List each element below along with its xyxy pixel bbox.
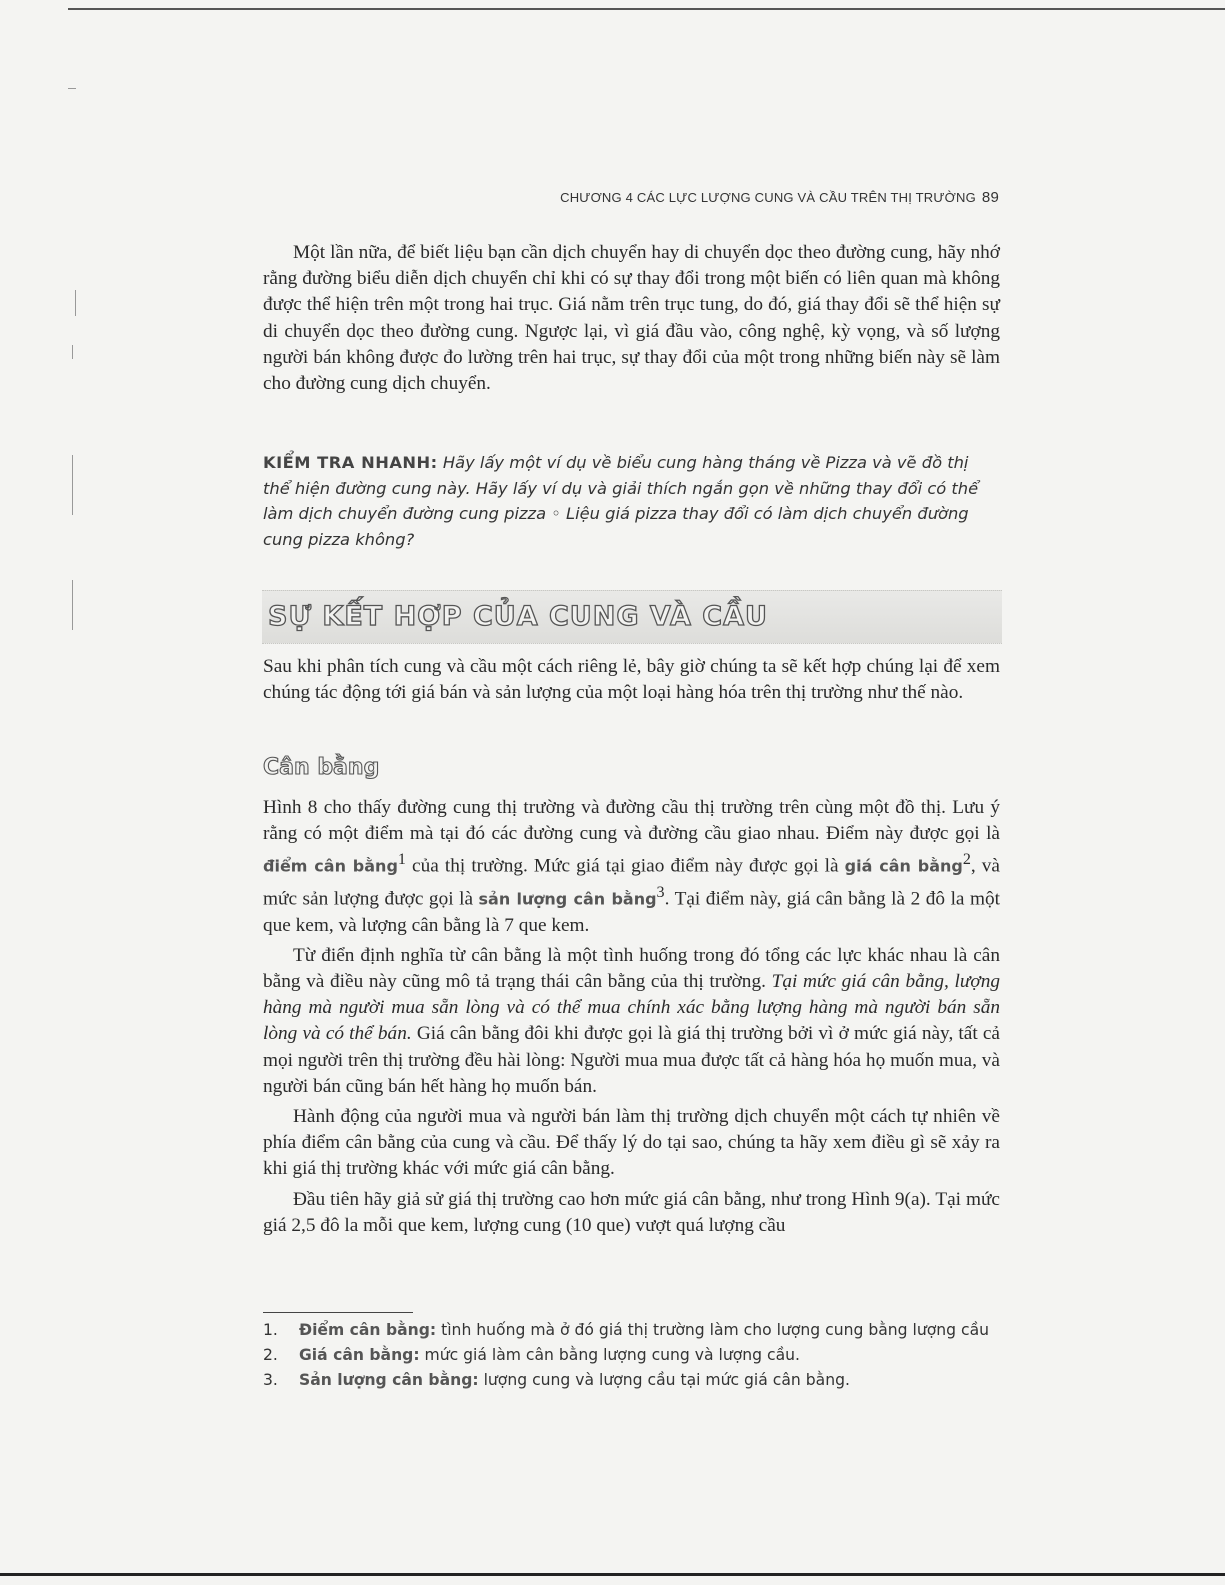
footnote-ref-2: 2: [962, 851, 971, 869]
top-rule: [68, 8, 1225, 10]
margin-mark: [72, 455, 73, 515]
running-header: [560, 189, 999, 206]
section-banner: [262, 590, 1002, 644]
footnote-body: [299, 1343, 800, 1368]
section-intro-block: [263, 654, 1000, 706]
footnote: [263, 1343, 1003, 1368]
footnote-number: 1.: [263, 1321, 278, 1339]
margin-mark: [72, 345, 73, 359]
section-intro: Sau khi phân tích cung và cầu một cách riêng lẻ, bây giờ chúng ta sẽ kết hợp chúng lại để xem chúng tác động tới giá bán và sản lượng của một loại hàng hóa trên thị trường như thế nào.: [263, 656, 1000, 704]
term-equilibrium-quantity: sản lượng cân bằng: [478, 889, 657, 909]
paragraph-equilibrium-definition: [263, 795, 1000, 939]
paragraph-dictionary: [263, 943, 1000, 1100]
footnotes: [263, 1318, 1003, 1393]
footnote-rule: [263, 1312, 413, 1313]
text-run: . Tại điểm này, giá cân bằng là 2 đô la một que kem, và lượng cân bằng là 7 que kem.: [263, 888, 1001, 936]
text-run: của thị trường. Mức giá tại giao điểm này được gọi là: [405, 855, 845, 877]
intro-paragraph: Một lần nữa, để biết liệu bạn cần dịch chuyển hay di chuyển dọc theo đường cung, hãy nhớ rằng đường biểu diễn dịch chuyển chỉ khi có sự thay đổi trong một biến có liên quan mà không được thể hiện trên một trong hai trục. Giá nằm trên trục tung, do đó, giá thay đổi sẽ thể hiện sự di chuyển dọc theo đường cung. Ngược lại, vì giá đầu vào, công nghệ, kỳ vọng, và số lượng người bán không được đo lường trên hai trục, sự thay đổi của một trong những biến này sẽ làm cho đường cung dịch chuyển.: [263, 242, 1000, 395]
text-run: Giá cân bằng đôi khi được gọi là giá thị trường bởi vì ở mức giá này, tất cả mọi người trên thị trường đều hài lòng: Người mua mua được tất cả hàng hóa họ muốn mua, và người bán cũng bán hết hàng họ muốn bán.: [263, 1023, 1000, 1097]
quick-check-text: Hãy lấy một ví dụ về biểu cung hàng tháng về Pizza và vẽ đồ thị thể hiện đường cung này. Hãy lấy ví dụ và giải thích ngắn gọn về những thay đổi có thể làm dịch chuyển đường cung pizza ◦ Liệu giá pizza thay đổi có làm dịch chuyển đường cung pizza không?: [263, 453, 979, 549]
paragraph-market-forces: Hành động của người mua và người bán làm thị trường dịch chuyển một cách tự nhiên về phía điểm cân bằng của cung và cầu. Để thấy lý do tại sao, chúng ta hãy xem điều gì sẽ xảy ra khi giá thị trường khác với mức giá cân bằng.: [263, 1106, 1000, 1180]
footnote-ref-3: 3: [656, 884, 665, 902]
footnote-term: Sản lượng cân bằng:: [299, 1371, 479, 1389]
footnote-text: lượng cung và lượng cầu tại mức giá cân bằng.: [478, 1371, 850, 1389]
footnote-text: mức giá làm cân bằng lượng cung và lượng cầu.: [419, 1346, 800, 1364]
subsection-body: [263, 795, 1000, 1239]
margin-mark: [72, 580, 73, 630]
footnote: [263, 1318, 1003, 1343]
footnote-ref-1: 1: [397, 851, 406, 869]
paragraph-surplus: Đầu tiên hãy giả sử giá thị trường cao hơn mức giá cân bằng, như trong Hình 9(a). Tại mức giá 2,5 đô la mỗi que kem, lượng cung (10 que) vượt quá lượng cầu: [263, 1188, 1000, 1236]
footnote-body: [299, 1318, 989, 1343]
footnote-text: tình huống mà ở đó giá thị trường làm cho lượng cung bằng lượng cầu: [436, 1321, 990, 1339]
section-title: SỰ KẾT HỢP CỦA CUNG VÀ CẦU: [268, 601, 768, 632]
text-run: Từ điển định nghĩa từ cân bằng là một tình huống trong đó tổng các lực khác nhau là cân bằng và điều này cũng mô tả trạng thái cân bằng của thị trường.: [263, 944, 1000, 993]
footnote: [263, 1368, 1003, 1393]
footnote-term: Giá cân bằng:: [299, 1346, 420, 1364]
text-run: Hình 8 cho thấy đường cung thị trường và đường cầu thị trường trên cùng một đồ thị. Lưu ý rằng có một điểm mà tại đó các đường cung và đường cầu giao nhau. Điểm này được gọi là: [263, 797, 1000, 845]
italic-emphasis: Tại mức giá cân bằng, lượng hàng mà người mua sẵn lòng và có thể mua chính xác bằng lượng hàng mà người bán sẵn lòng và có thể bán.: [263, 971, 1000, 1045]
margin-mark: [75, 290, 76, 316]
margin-mark: [68, 88, 76, 89]
text-run: , và mức sản lượng được gọi là: [263, 855, 1000, 910]
footnote-term: Điểm cân bằng:: [299, 1321, 437, 1339]
footnote-number: 3.: [263, 1371, 278, 1389]
footnote-body: [299, 1368, 850, 1393]
term-equilibrium-point: điểm cân bằng: [263, 856, 398, 876]
footnote-number: 2.: [263, 1346, 278, 1364]
running-title: CHƯƠNG 4 CÁC LỰC LƯỢNG CUNG VÀ CẦU TRÊN THỊ TRƯỜNG: [560, 190, 976, 205]
quick-check: [263, 450, 1000, 552]
intro-block: [263, 240, 1000, 397]
term-equilibrium-price: giá cân bằng: [844, 856, 963, 876]
subsection-title: Cân bằng: [263, 755, 380, 780]
bottom-rule: [0, 1573, 1225, 1576]
quick-check-label: KIỂM TRA NHANH:: [263, 453, 438, 472]
page-number: 89: [981, 189, 999, 206]
